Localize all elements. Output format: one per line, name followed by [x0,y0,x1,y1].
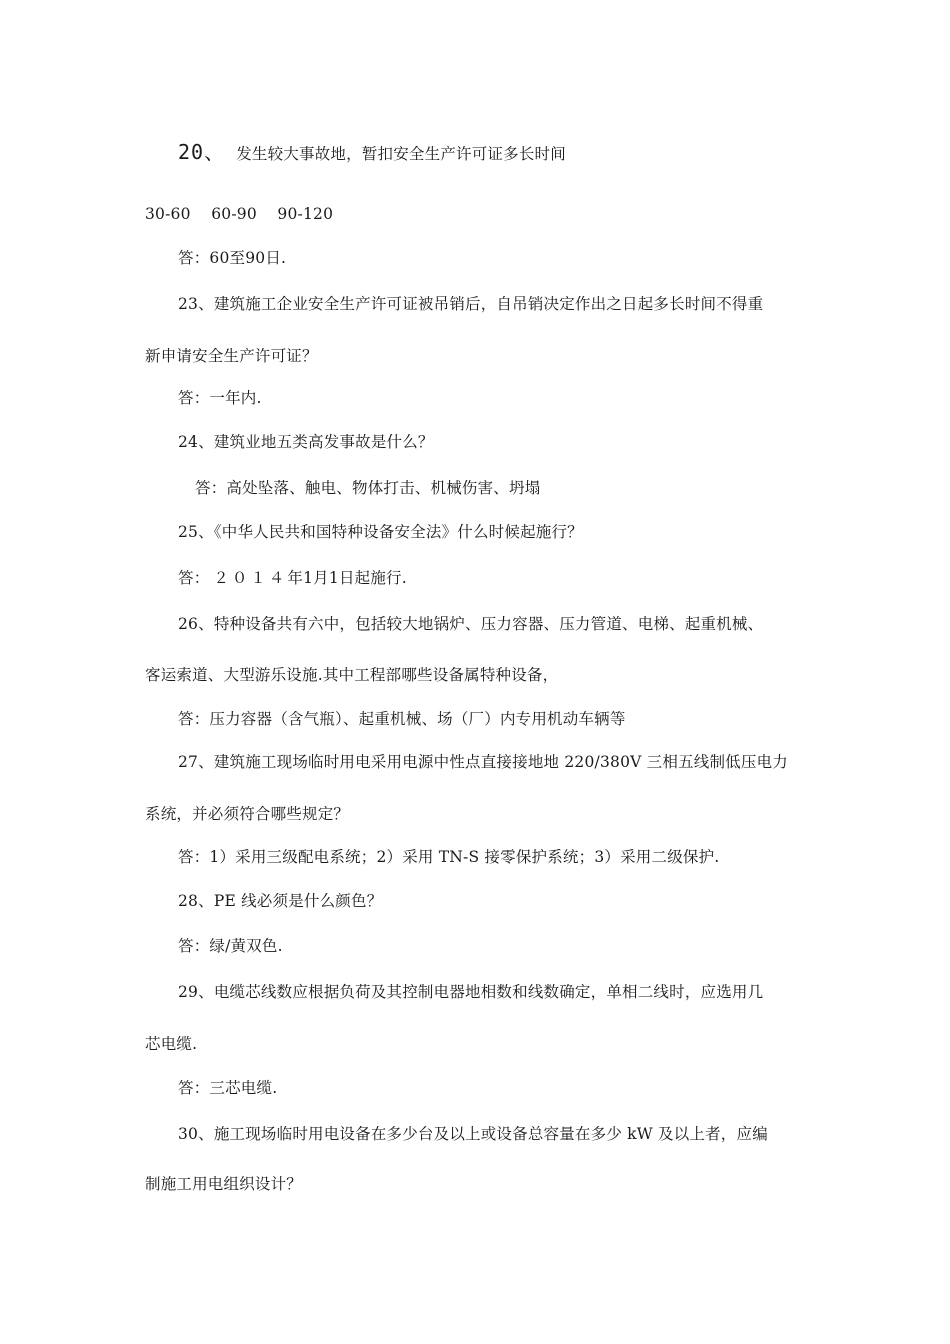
question-29-line2: 芯电缆. [145,1035,198,1053]
answer-25 [178,568,407,588]
answer-28: 答：绿/黄双色. [178,937,283,955]
question-27-line1: 27、建筑施工现场临时用电采用电源中性点直接接地地 220/380V 三相五线制低压电力 [178,753,788,771]
question-30-line2: 制施工用电组织设计？ [145,1175,303,1193]
answer-29: 答：三芯电缆. [178,1079,278,1097]
question-20 [178,142,566,164]
answer-20: 答：60至90日. [178,249,287,267]
question-20-number: 20、 [178,140,226,164]
question-29-line1: 29、电缆芯线数应根据负荷及其控制电器地相数和线数确定，单相二线时，应选用几 [178,983,764,1001]
question-26-line1: 26、特种设备共有六中，包括较大地锅炉、压力容器、压力管道、电梯、起重机械、 [178,615,764,633]
answer-24: 答：高处坠落、触电、物体打击、机械伤害、坍塌 [195,479,541,497]
answer-27: 答：1）采用三级配电系统；2）采用 TN-S 接零保护系统；3）采用二级保护. [178,848,720,866]
question-27-line2: 系统，并必须符合哪些规定？ [145,805,350,823]
question-23-line1: 23、建筑施工企业安全生产许可证被吊销后，自吊销决定作出之日起多长时间不得重 [178,295,764,313]
question-20-options: 30-60 60-90 90-120 [145,205,334,223]
question-26-line2: 客运索道、大型游乐设施.其中工程部哪些设备属特种设备， [145,666,559,684]
question-30-line1: 30、施工现场临时用电设备在多少台及以上或设备总容量在多少 kW 及以上者，应编 [178,1125,768,1143]
answer-26: 答：压力容器（含气瓶）、起重机械、场（厂）内专用机动车辆等 [178,710,626,728]
question-25: 25、《中华人民共和国特种设备安全法》什么时候起施行？ [178,523,583,541]
answer-25-prefix: 答： [178,569,210,587]
answer-25-rest: 年1月1日起施行. [287,569,407,587]
question-24: 24、建筑业地五类高发事故是什么？ [178,433,434,451]
question-23-line2: 新申请安全生产许可证？ [145,347,318,365]
answer-25-year: ２０１４ [213,569,288,587]
question-20-text: 发生较大事故地，暂扣安全生产许可证多长时间 [236,145,566,163]
question-28: 28、PE 线必须是什么颜色？ [178,892,383,910]
answer-23: 答：一年内. [178,389,262,407]
